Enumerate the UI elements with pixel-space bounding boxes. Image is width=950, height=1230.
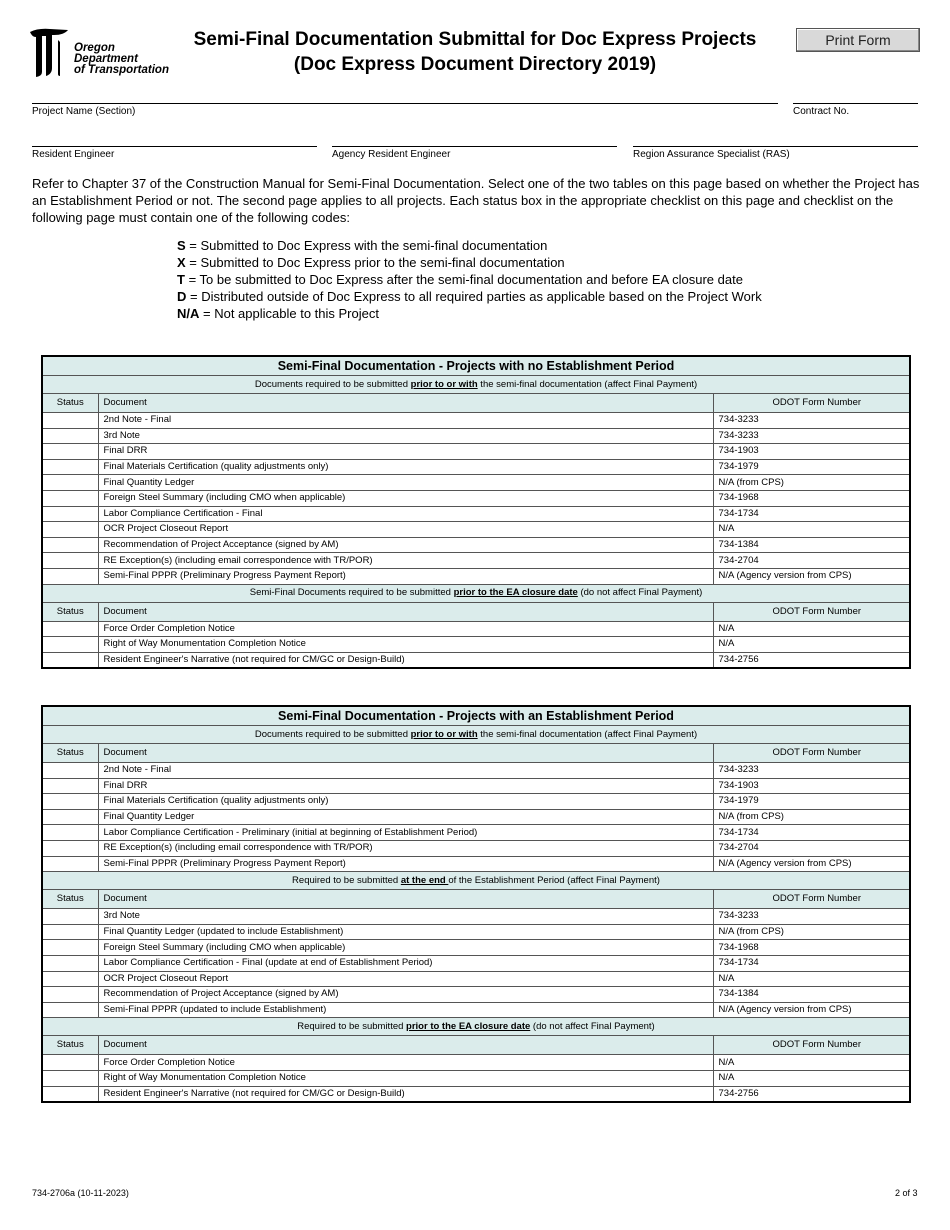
- document-cell: Semi-Final PPPR (Preliminary Progress Payment Report): [98, 856, 713, 872]
- table-row: [42, 778, 910, 794]
- document-cell: Final Quantity Ledger: [98, 475, 713, 491]
- table-row: [42, 475, 910, 491]
- ras-label: Region Assurance Specialist (RAS): [633, 149, 790, 160]
- table-row: [42, 1086, 910, 1102]
- document-cell: 2nd Note - Final: [98, 413, 713, 429]
- code-t: T = To be submitted to Doc Express after the semi-final documentation and before EA closure date: [177, 272, 743, 287]
- document-cell: 3rd Note: [98, 909, 713, 925]
- table-row: [42, 444, 910, 460]
- document-cell: Force Order Completion Notice: [98, 1055, 713, 1071]
- form-number-cell: 734-3233: [713, 909, 910, 925]
- title-line-1: Semi-Final Documentation Submittal for Doc Express Projects: [193, 29, 757, 50]
- table-row: [42, 490, 910, 506]
- contract-no-label: Contract No.: [793, 106, 850, 117]
- form-number-cell: 734-2704: [713, 840, 910, 856]
- form-number-cell: 734-3233: [713, 413, 910, 429]
- form-id: 734-2706a (10-11-2023): [32, 1188, 129, 1198]
- form-number-cell: N/A (Agency version from CPS): [713, 1002, 910, 1018]
- table-row: [42, 794, 910, 810]
- document-cell: Final DRR: [98, 444, 713, 460]
- agency-resident-engineer-label: Agency Resident Engineer: [332, 149, 451, 160]
- logo-line-3: of Transportation: [74, 64, 169, 76]
- form-number-cell: 734-1384: [713, 987, 910, 1003]
- table-row: [42, 553, 910, 569]
- document-cell: RE Exception(s) (including email correspondence with TR/POR): [98, 553, 713, 569]
- document-cell: RE Exception(s) (including email correspondence with TR/POR): [98, 840, 713, 856]
- document-cell: 3rd Note: [98, 428, 713, 444]
- form-number-cell: 734-3233: [713, 763, 910, 779]
- table-row: [42, 971, 910, 987]
- code-x: X = Submitted to Doc Express prior to the semi-final documentation: [177, 255, 565, 270]
- table-with-establishment: [41, 705, 911, 1103]
- table-row: [42, 459, 910, 475]
- document-cell: Final Quantity Ledger: [98, 809, 713, 825]
- table-row: [42, 621, 910, 637]
- table-row: [42, 987, 910, 1003]
- title-line-2: (Doc Express Document Directory 2019): [293, 54, 657, 75]
- column-header-row: Status Document ODOT Form Number: [42, 602, 910, 621]
- document-cell: Labor Compliance Certification - Final (update at end of Establishment Period): [98, 955, 713, 971]
- document-cell: Resident Engineer's Narrative (not required for CM/GC or Design-Build): [98, 652, 713, 668]
- document-cell: Resident Engineer's Narrative (not required for CM/GC or Design-Build): [98, 1086, 713, 1102]
- code-s: S = Submitted to Doc Express with the semi-final documentation: [177, 238, 548, 253]
- table-row: [42, 522, 910, 538]
- document-cell: Recommendation of Project Acceptance (signed by AM): [98, 537, 713, 553]
- form-number-cell: 734-1734: [713, 825, 910, 841]
- status-cell[interactable]: [42, 856, 98, 872]
- odot-logo-icon: [28, 28, 72, 78]
- document-cell: Final Quantity Ledger (updated to include Establishment): [98, 924, 713, 940]
- form-number-cell: 734-2704: [713, 553, 910, 569]
- form-number-cell: 734-1979: [713, 794, 910, 810]
- status-codes-legend: [177, 237, 762, 322]
- table-row: [42, 413, 910, 429]
- table-row: [42, 955, 910, 971]
- form-number-cell: 734-2756: [713, 1086, 910, 1102]
- section-header: Required to be submitted at the end of the Establishment Period (affect Final Payment): [42, 872, 910, 890]
- resident-engineer-field[interactable]: [32, 146, 317, 147]
- status-cell[interactable]: [42, 924, 98, 940]
- column-header-row: Status Document ODOT Form Number: [42, 744, 910, 763]
- document-cell: OCR Project Closeout Report: [98, 522, 713, 538]
- table-row: [42, 652, 910, 668]
- form-number-cell: N/A: [713, 1055, 910, 1071]
- intro-paragraph: Refer to Chapter 37 of the Construction Manual for Semi-Final Documentation. Select one of the two tables on this page based on whether the Project has an Establishment Period or not. The second page applies to all projects. Each status box in the appropriate checklist on this page and checklist on the following page must contain one of the following codes:: [32, 176, 920, 225]
- table-row: [42, 840, 910, 856]
- table-row: [42, 568, 910, 584]
- status-cell[interactable]: [42, 778, 98, 794]
- status-cell[interactable]: [42, 909, 98, 925]
- status-cell[interactable]: [42, 475, 98, 491]
- section-header: Documents required to be submitted prior to or with the semi-final documentation (affect Final Payment): [42, 726, 910, 744]
- resident-engineer-label: Resident Engineer: [32, 149, 115, 160]
- table-title: Semi-Final Documentation - Projects with no Establishment Period: [42, 356, 910, 376]
- table-row: [42, 1002, 910, 1018]
- status-cell[interactable]: [42, 840, 98, 856]
- status-cell[interactable]: [42, 522, 98, 538]
- column-header-row: Status Document ODOT Form Number: [42, 394, 910, 413]
- logo-line-1: Oregon: [74, 42, 115, 54]
- document-cell: Labor Compliance Certification - Final: [98, 506, 713, 522]
- document-cell: Final Materials Certification (quality adjustments only): [98, 459, 713, 475]
- form-number-cell: N/A: [713, 637, 910, 653]
- status-cell[interactable]: [42, 971, 98, 987]
- form-number-cell: N/A (Agency version from CPS): [713, 568, 910, 584]
- code-na: N/A = Not applicable to this Project: [177, 306, 379, 321]
- form-number-cell: N/A: [713, 522, 910, 538]
- document-cell: OCR Project Closeout Report: [98, 971, 713, 987]
- form-number-cell: 734-3233: [713, 428, 910, 444]
- column-header-row: Status Document ODOT Form Number: [42, 1036, 910, 1055]
- status-cell[interactable]: [42, 1086, 98, 1102]
- form-number-cell: 734-1734: [713, 955, 910, 971]
- table-row: [42, 809, 910, 825]
- document-cell: Foreign Steel Summary (including CMO when applicable): [98, 940, 713, 956]
- status-cell[interactable]: [42, 621, 98, 637]
- form-number-cell: N/A (from CPS): [713, 475, 910, 491]
- document-cell: Right of Way Monumentation Completion Notice: [98, 1070, 713, 1086]
- form-number-cell: 734-2756: [713, 652, 910, 668]
- form-number-cell: 734-1903: [713, 778, 910, 794]
- column-header-row: Status Document ODOT Form Number: [42, 890, 910, 909]
- form-number-cell: N/A (from CPS): [713, 924, 910, 940]
- project-name-field[interactable]: [32, 103, 778, 104]
- document-cell: Recommendation of Project Acceptance (signed by AM): [98, 987, 713, 1003]
- status-cell[interactable]: [42, 1055, 98, 1071]
- print-form-button[interactable]: Print Form: [796, 28, 920, 52]
- agency-resident-engineer-field[interactable]: [332, 146, 617, 147]
- status-cell[interactable]: [42, 1002, 98, 1018]
- document-cell: Right of Way Monumentation Completion Notice: [98, 637, 713, 653]
- status-cell[interactable]: [42, 553, 98, 569]
- form-number-cell: N/A: [713, 621, 910, 637]
- table-row: [42, 428, 910, 444]
- status-cell[interactable]: [42, 568, 98, 584]
- table-row: [42, 940, 910, 956]
- status-cell[interactable]: [42, 413, 98, 429]
- document-cell: Semi-Final PPPR (Preliminary Progress Payment Report): [98, 568, 713, 584]
- form-number-cell: N/A (Agency version from CPS): [713, 856, 910, 872]
- section-header: Documents required to be submitted prior to or with the semi-final documentation (affect Final Payment): [42, 376, 910, 394]
- page-number: 2 of 3: [895, 1188, 918, 1198]
- form-number-cell: 734-1384: [713, 537, 910, 553]
- table-row: [42, 856, 910, 872]
- status-cell[interactable]: [42, 652, 98, 668]
- status-cell[interactable]: [42, 428, 98, 444]
- ras-field[interactable]: [633, 146, 918, 147]
- code-d: D = Distributed outside of Doc Express to all required parties as applicable based on the Project Work: [177, 289, 762, 304]
- status-cell[interactable]: [42, 825, 98, 841]
- status-cell[interactable]: [42, 763, 98, 779]
- form-number-cell: N/A (from CPS): [713, 809, 910, 825]
- status-cell[interactable]: [42, 987, 98, 1003]
- project-name-label: Project Name (Section): [32, 106, 136, 117]
- table-row: [42, 1055, 910, 1071]
- table-row: [42, 506, 910, 522]
- table-row: [42, 909, 910, 925]
- table-row: [42, 537, 910, 553]
- table-row: [42, 825, 910, 841]
- document-cell: Semi-Final PPPR (updated to include Establishment): [98, 1002, 713, 1018]
- table-row: [42, 763, 910, 779]
- form-number-cell: 734-1979: [713, 459, 910, 475]
- contract-no-field[interactable]: [793, 103, 918, 104]
- status-cell[interactable]: [42, 794, 98, 810]
- logo-line-2: Department: [74, 53, 138, 65]
- document-cell: 2nd Note - Final: [98, 763, 713, 779]
- odot-logo: [28, 28, 188, 80]
- document-cell: Force Order Completion Notice: [98, 621, 713, 637]
- table-title: Semi-Final Documentation - Projects with an Establishment Period: [42, 706, 910, 726]
- status-cell[interactable]: [42, 940, 98, 956]
- form-number-cell: 734-1734: [713, 506, 910, 522]
- section-header: Required to be submitted prior to the EA closure date (do not affect Final Payment): [42, 1018, 910, 1036]
- document-cell: Final DRR: [98, 778, 713, 794]
- page-title: [175, 27, 775, 77]
- table-no-establishment: [41, 355, 911, 669]
- status-cell[interactable]: [42, 1070, 98, 1086]
- status-cell[interactable]: [42, 506, 98, 522]
- table-row: [42, 1070, 910, 1086]
- status-cell[interactable]: [42, 637, 98, 653]
- status-cell[interactable]: [42, 490, 98, 506]
- status-cell[interactable]: [42, 459, 98, 475]
- table-row: [42, 637, 910, 653]
- form-number-cell: N/A: [713, 1070, 910, 1086]
- document-cell: Labor Compliance Certification - Preliminary (initial at beginning of Establishment Period): [98, 825, 713, 841]
- status-cell[interactable]: [42, 955, 98, 971]
- section-header: Semi-Final Documents required to be submitted prior to the EA closure date (do not affect Final Payment): [42, 584, 910, 602]
- form-number-cell: 734-1968: [713, 940, 910, 956]
- status-cell[interactable]: [42, 444, 98, 460]
- status-cell[interactable]: [42, 809, 98, 825]
- form-number-cell: N/A: [713, 971, 910, 987]
- document-cell: Foreign Steel Summary (including CMO when applicable): [98, 490, 713, 506]
- form-number-cell: 734-1903: [713, 444, 910, 460]
- table-row: [42, 924, 910, 940]
- document-cell: Final Materials Certification (quality adjustments only): [98, 794, 713, 810]
- logo-text: [74, 43, 169, 76]
- status-cell[interactable]: [42, 537, 98, 553]
- form-number-cell: 734-1968: [713, 490, 910, 506]
